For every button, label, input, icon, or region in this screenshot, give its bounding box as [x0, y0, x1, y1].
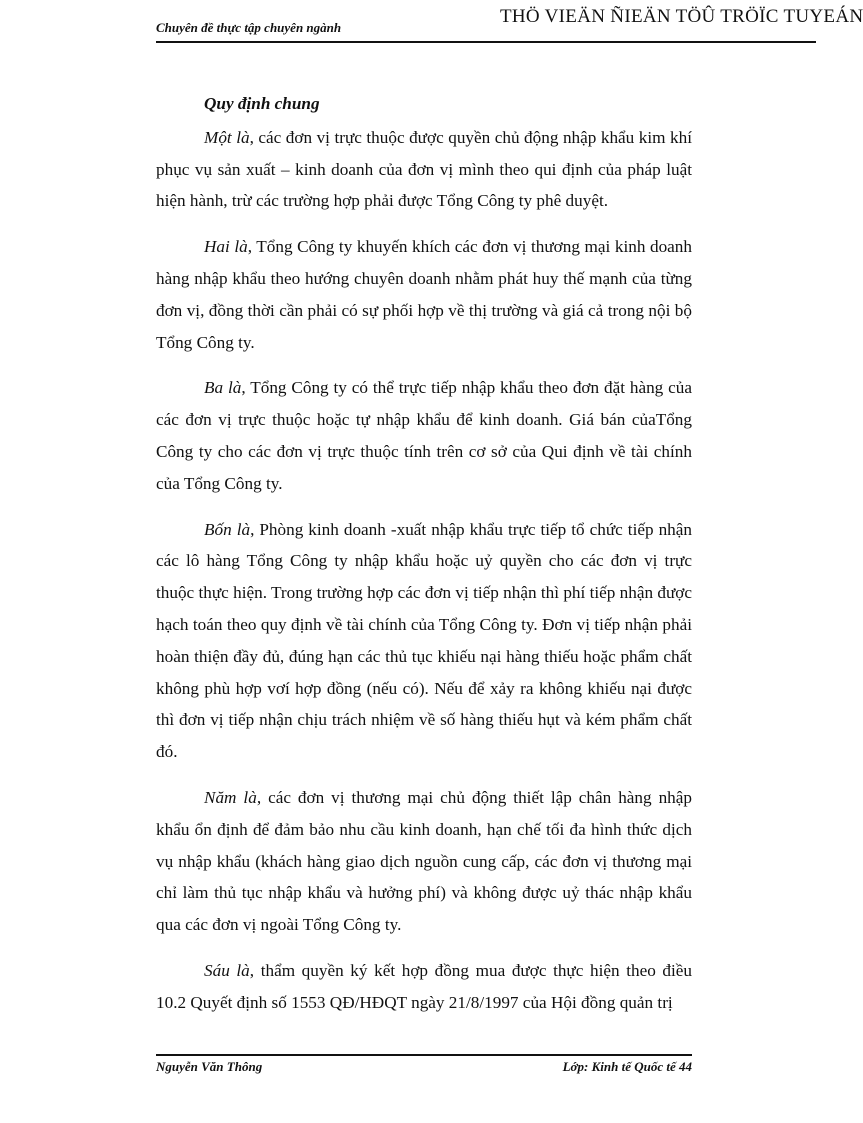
paragraph-text: , thẩm quyền ký kết hợp đồng mua được thực hiện theo điều 10.2 Quyết định số 1553 QĐ/HĐQT ngày 21/8/1997 của Hội đồng quản trị [156, 960, 693, 1012]
paragraph-5 [156, 782, 692, 941]
paragraph-2 [156, 231, 692, 358]
footer-rule [156, 1054, 692, 1056]
paragraph-lead: Năm là [204, 787, 257, 807]
paragraph-3 [156, 372, 692, 499]
section-heading: Quy định chung [204, 94, 320, 113]
paragraph-lead: Ba là [204, 378, 242, 398]
page-content [156, 88, 692, 1033]
header-left-title: Chuyên đề thực tập chuyên ngành [156, 20, 342, 35]
paragraph-lead: Bốn là [204, 519, 251, 539]
footer-class: Lớp: Kinh tế Quốc tế 44 [562, 1059, 692, 1074]
paragraph-text: , Phòng kinh doanh -xuất nhập khẩu trực tiếp tổ chức tiếp nhận các lô hàng Tổng Công ty nhập khẩu hoặc uỷ quyền cho các đơn vị trực thuộc thực hiện. Trong trường hợp các đơn vị tiếp nhận thì phí tiếp nhận được hạch toán theo quy định về tài chính của Tổng Công ty. Đơn vị tiếp nhận phải hoàn thiện đầy đủ, đúng hạn các thủ tục khiếu nại hàng thiếu hoặc phẩm chất không phù hợp vơí hợp đồng (nếu có). Nếu để xảy ra không khiếu nại được thì đơn vị tiếp nhận chịu trách nhiệm về số hàng thiếu hụt và kém phẩm chất đó. [156, 519, 692, 762]
paragraph-lead: Sáu là [204, 960, 250, 980]
paragraph-1 [156, 122, 692, 217]
paragraph-text: , Tổng Công ty khuyến khích các đơn vị thương mại kinh doanh hàng nhập khẩu theo hướng chuyên doanh nhằm phát huy thế mạnh của từng đơn vị, đồng thời cần phải có sự phối hợp về thị trường và giá cả trong nội bộ Tổng Công ty. [156, 237, 692, 352]
footer-author: Nguyễn Văn Thông [156, 1059, 263, 1074]
paragraph-4 [156, 514, 692, 768]
paragraph-text: , các đơn vị trực thuộc được quyền chủ động nhập khẩu kim khí phục vụ sản xuất – kinh doanh của đơn vị mình theo qui định của pháp luật hiện hành, trừ các trường hợp phải được Tổng Công ty phê duyệt. [156, 127, 692, 211]
paragraph-lead: Hai là [204, 237, 248, 257]
paragraph-6 [156, 955, 692, 1019]
header-right-title: THÖ VIEÄN ÑIEÄN TÖÛ TRÖÏC TUYEÁN [500, 6, 863, 27]
paragraph-lead: Một là [204, 127, 250, 147]
paragraph-text: , Tổng Công ty có thể trực tiếp nhập khẩu theo đơn đặt hàng của các đơn vị trực thuộc hoặc tự nhập khẩu để kinh doanh. Giá bán củaTổng Công ty cho các đơn vị trực thuộc tính trên cơ sở của Qui định về tài chính của Tổng Công ty. [156, 378, 693, 493]
header-rule [156, 41, 816, 43]
paragraph-text: , các đơn vị thương mại chủ động thiết lập chân hàng nhập khẩu ổn định để đảm bảo nhu cầu kinh doanh, hạn chế tối đa hình thức dịch vụ nhập khẩu (khách hàng giao dịch nguồn cung cấp, các đơn vị thương mại chỉ làm thủ tục nhập khẩu và hưởng phí) và không được uỷ thác nhập khẩu qua các đơn vị ngoài Tổng Công ty. [156, 787, 692, 935]
